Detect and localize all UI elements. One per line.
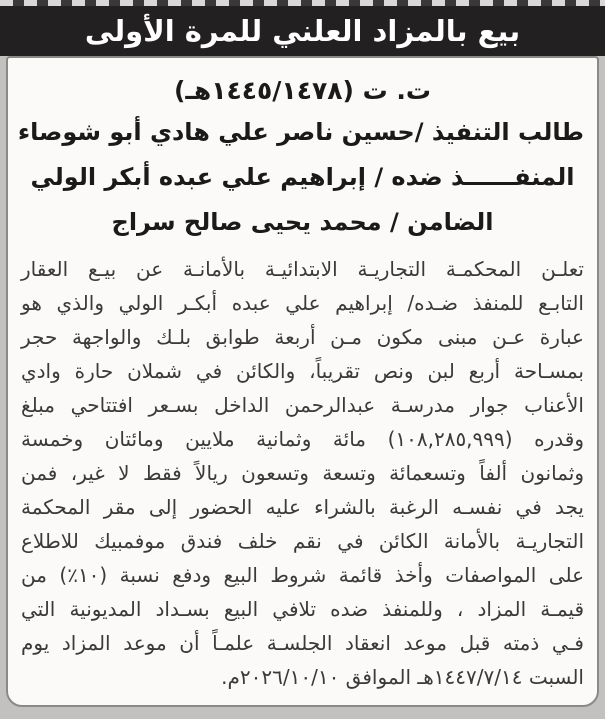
body-line: تعلـن المحكمـة التجاريـة الابتدائيـة بالأمانـة عن بيـع العقار (21, 257, 584, 281)
body-line: فـي ذمته قبل موعد انعقاد الجلسـة علمـاً أن موعد المزاد يوم (21, 631, 584, 655)
body-line: بمسـاحة أربع لبن ونص تقريباً، والكائن في شملان حارة وادي (21, 359, 584, 383)
case-reference: ت. ت (١٤٤٥/١٤٧٨هـ) (173, 76, 432, 105)
party-line: الضامن / محمد يحيى صالح سراج (111, 208, 494, 236)
body-line: عبارة عـن مبنى مكون مـن أربعة طوابق بلـك والواجهة حجر (21, 325, 584, 349)
body-line: التجاريـة بالأمانة الكائن في نقم خلف فندق موفمبيك للاطلاع (21, 529, 584, 553)
banner-title: بيع بالمزاد العلني للمرة الأولى (84, 14, 521, 48)
body-line: الأعناب جوار مدرسـة عبدالرحمن الداخل بسـعر افتتاحي مبلغ (21, 393, 584, 417)
body-line: قيمـة المزاد ، وللمنفذ ضده تلافي البيع بسـداد المديونية التي (21, 597, 584, 621)
notice-box (6, 56, 599, 707)
party-line: طالب التنفيذ /حسين ناصر علي هادي أبو شوصاء (17, 118, 584, 146)
auction-banner (0, 6, 605, 56)
body-line: يجد في نفسـه الرغبة بالشراء عليه الحضور إلى مقر المحكمة (21, 495, 584, 519)
body-line: على المواصفات وأخذ قائمة شروط البيع ودفع نسبة (١٠٪) من (21, 563, 584, 587)
parties-list (17, 110, 584, 245)
body-line: التابـع للمنفذ ضـده/ إبراهيم علي عبده أبكـر الولي والذي هو (21, 291, 584, 315)
notice-body (21, 252, 584, 694)
body-line: وقدره (١٠٨,٢٨٥,٩٩٩) مائة وثمانية ملايين ومائتان وخمسة (21, 427, 584, 451)
party-line: المنفــــــذ ضده / إبراهيم علي عبده أبكر الولي (30, 163, 575, 191)
body-line: السبت ١٤٤٧/٧/١٤هـ الموافق ٢٠٢٦/١٠/١٠م. (221, 665, 584, 689)
body-line: وثمانون ألفاً وتسعمائة وتسعة وتسعون ريالاً فقط لا غير، فمن (21, 461, 584, 485)
